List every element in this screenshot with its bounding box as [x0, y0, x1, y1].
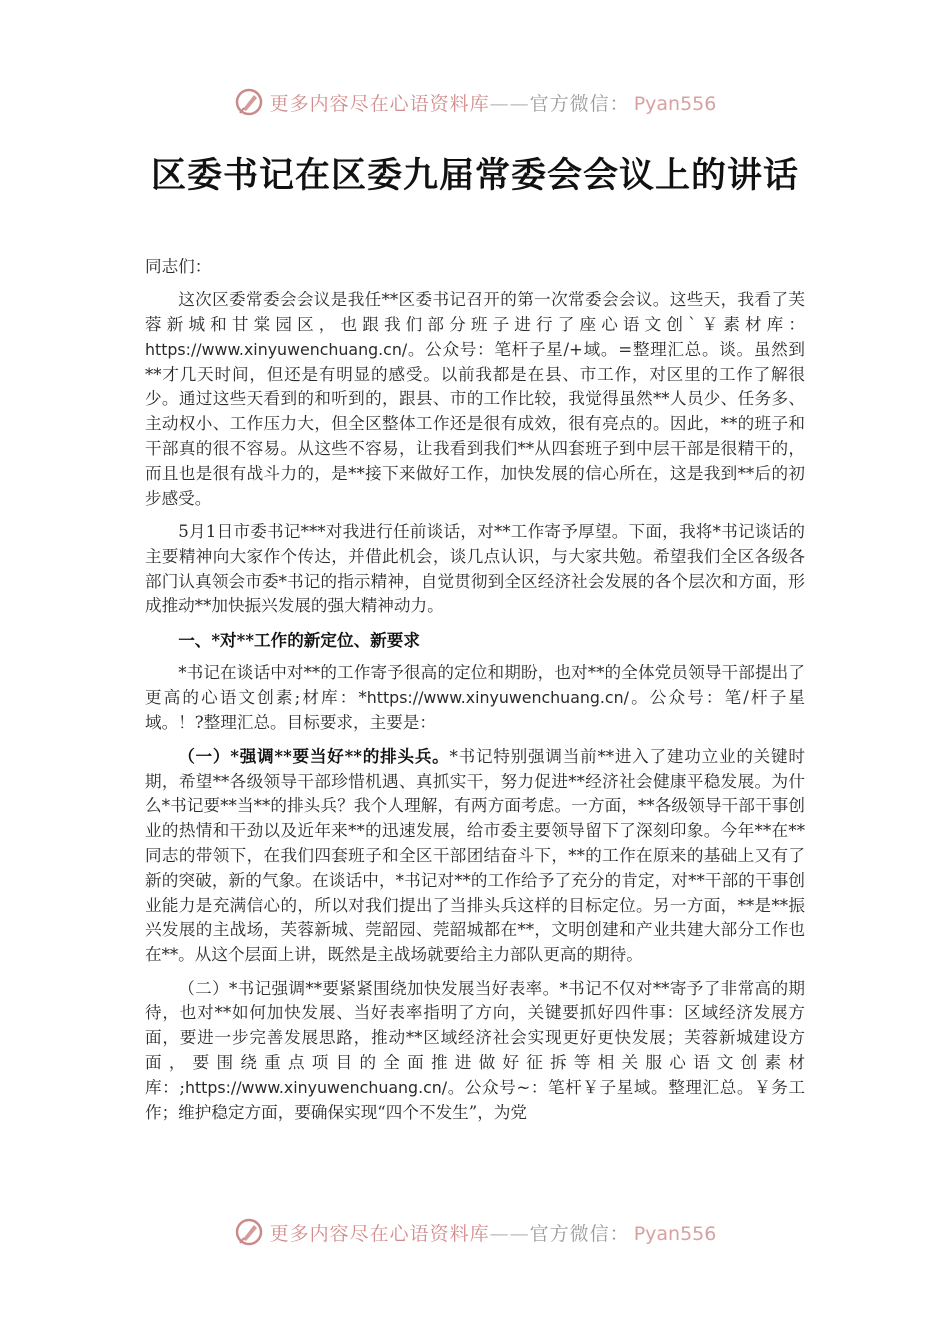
banner-label: 官方微信：	[529, 92, 630, 115]
url-text: https://www.xinyuwenchuang.cn/	[145, 339, 408, 359]
paragraph-text: 一、*对**工作的新定位、新要求	[178, 629, 420, 650]
paragraph-text: 。公众号：笔杆子星/+域。=整理汇总。谈。虽然到**才几天时间，但还是有明显的感受。以前我都是在县、市工作，对区里的工作了解很少。通过这些天看到的和听到的，跟县、市的工作比较，我觉得虽然**人员少、任务多、主动权小、工作压力大，但全区整体工作还是很有成效，很有亮点的。因此，**的班子和干部真的很不容易。从这些不容易，让我看到我们**从四套班子到中层干部是很精干的，而且也是很有战斗力的，是**接下来做好工作，加快发展的信心所在，这是我到**后的初步感受。	[145, 339, 805, 508]
paragraph-text: 。公众号：笔/杆子星域。！?整理汇总。目标要求，主要是：	[145, 687, 806, 732]
banner-label: 官方微信：	[529, 1222, 630, 1245]
page-title: 区委书记在区委九届常委会会议上的讲话	[150, 156, 799, 196]
salutation: 同志们：	[145, 257, 212, 276]
banner-separator: ——	[489, 1222, 530, 1245]
header-watermark-banner	[0, 82, 950, 122]
url-text: https://www.xinyuwenchuang.cn/	[184, 1077, 448, 1097]
banner-wechat-id: Pyan556	[633, 1222, 717, 1245]
banner-separator: ——	[489, 92, 530, 115]
banner-wechat-id: Pyan556	[633, 92, 717, 115]
pen-logo-icon	[234, 1217, 264, 1247]
pen-logo-icon	[234, 87, 264, 117]
footer-watermark-banner	[0, 1212, 950, 1252]
paragraph-text: 这次区委常委会会议是我任**区委书记召开的第一次常委会会议。这些天，我看了芙蓉新城和甘棠园区，也跟我们部分班子进行了座心语文创`￥素材库：	[145, 290, 805, 335]
url-text: https://www.xinyuwenchuang.cn/	[366, 687, 629, 707]
paragraph	[145, 977, 805, 1126]
paragraph-text: *书记在谈话中对**的工作寄予很高的定位和期盼，也对**的全体党员领导干部提出了更高的心语文创素;材库：*	[145, 662, 805, 707]
paragraph-text: （二）*书记强调**要紧紧围绕加快发展当好表率。*书记不仅对**寄予了非常高的期待，也对**如何加快发展、当好表率指明了方向，关键要抓好四件事：区域经济发展方面，要进一步完善发展思路，推动**区域经济社会实现更好更快发展；芙蓉新城建设方面，要围绕重点项目的全面推进做好征拆等相关服心语文创素材库：;	[145, 978, 805, 1097]
paragraph-text: 5月1日市委书记***对我进行任前谈话，对**工作寄予厚望。下面，我将*书记谈话的主要精神向大家作个传达，并借此机会，谈几点认识，与大家共勉。希望我们全区各级各部门认真领会市委*书记的指示精神，自觉贯彻到全区经济社会发展的各个层次和方面，形成推动**加快振兴发展的强大精神动力。	[145, 521, 805, 616]
banner-text: 更多内容尽在心语资料库	[269, 1222, 490, 1245]
paragraph-text: 。公众号~：笔杆￥子星域。整理汇总。￥务工作；维护稳定方面，要确保实现“四个不发生”，为党	[145, 1077, 806, 1122]
paragraph	[145, 520, 805, 619]
paragraph	[145, 744, 805, 968]
subheading-text: （一）*强调**要当好**的排头兵。	[178, 745, 450, 766]
paragraph-text: *书记特别强调当前**进入了建功立业的关键时期，希望**各级领导干部珍惜机遇、真抓实干，努力促进**经济社会健康平稳发展。为什么*书记要**当**的排头兵？我个人理解，有两方面考虑。一方面，**各级领导干部干事创业的热情和干劲以及近年来**的迅速发展，给市委主要领导留下了深刻印象。今年**在**同志的带领下，在我们四套班子和全区干部团结奋斗下，**的工作在原来的基础上又有了新的突破，新的气象。在谈话中，*书记对**的工作给予了充分的肯定，对**干部的干事创业能力是充满信心的，所以对我们提出了当排头兵这样的目标定位。另一方面，**是**振兴发展的主战场，芙蓉新城、莞韶园、莞韶城都在**，文明创建和产业共建大部分工作也在**。从这个层面上讲，既然是主战场就要给主力部队更高的期待。	[145, 746, 805, 965]
banner-text: 更多内容尽在心语资料库	[269, 92, 490, 115]
paragraph	[145, 661, 805, 735]
section-heading	[145, 628, 805, 653]
paragraph-list	[145, 288, 805, 1125]
paragraph	[145, 288, 805, 511]
document-body	[145, 255, 805, 1134]
